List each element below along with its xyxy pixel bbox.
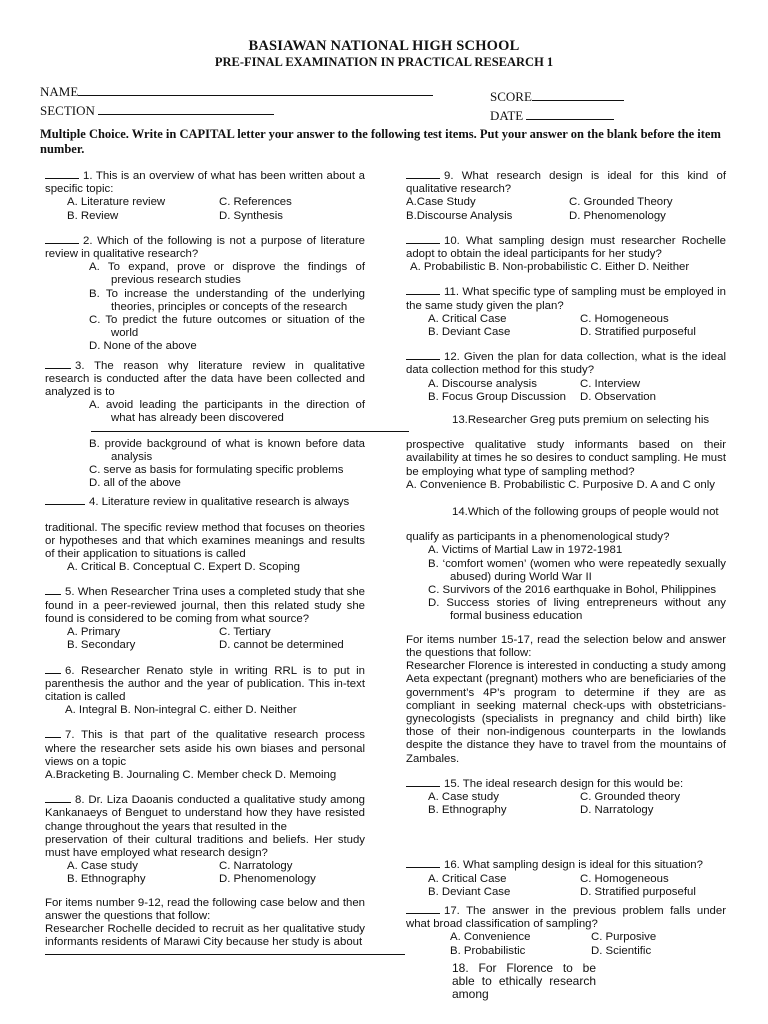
answer-blank-11[interactable] (406, 284, 440, 295)
question-3 (45, 358, 365, 491)
question-16 (406, 857, 726, 899)
question-10-options: A. Probabilistic B. Non-probabilistic C. Either D. Neither (410, 261, 690, 274)
question-13-stem: 13.Researcher Greg puts premium on selecting his (452, 414, 710, 427)
question-4-stem: 4. Literature review in qualitative research is always (89, 496, 350, 509)
case-body: Researcher Rochelle decided to recruit as her qualitative study informants residents of Marawi City because her study is about (45, 922, 365, 949)
option-11d: D. Stratified purposeful (580, 326, 696, 339)
option-2b: B. To increase the understanding of the underlying theories, principles or concepts of the research (89, 287, 365, 313)
question-5 (45, 584, 365, 652)
question-7-options: A.Bracketing B. Journaling C. Member check D. Memoing (45, 768, 337, 781)
school-name: BASIAWAN NATIONAL HIGH SCHOOL (248, 38, 520, 54)
question-2-stem: 2. Which of the following is not a purpose of literature review in qualitative research? (45, 234, 365, 261)
option-1d: D. Synthesis (219, 209, 283, 222)
question-16-stem: 16. What sampling design is ideal for this situation? (444, 859, 703, 872)
option-14a: A. Victims of Martial Law in 1972-1981 (428, 544, 623, 557)
option-12d: D. Observation (580, 390, 656, 403)
question-6-stem: 6. Researcher Renato style in writing RRL is to put in parenthesis the author and the year of publication. This in-text citation is called (45, 664, 365, 703)
question-13 (406, 414, 726, 492)
question-7-stem: 7. This is that part of the qualitative research process where the researcher sets aside his own biases and personal views on a topic (45, 729, 365, 768)
question-1-stem: 1. This is an overview of what has been written about a specific topic: (45, 170, 365, 196)
option-16b: B. Deviant Case (428, 885, 511, 898)
option-8b: B. Ethnography (67, 873, 146, 886)
option-15b: B. Ethnography (428, 804, 507, 817)
question-3-stem: 3. The reason why literature review in qualitative research is conducted after the data have been collected and analyzed is to (45, 359, 365, 399)
option-9a: A.Case Study (406, 196, 476, 209)
option-3b: B. provide background of what is known before data analysis (89, 437, 365, 463)
option-5c: C. Tertiary (219, 626, 271, 639)
right-column (406, 168, 726, 1005)
option-17a: A. Convenience (450, 931, 531, 944)
question-4 (45, 494, 365, 574)
name-field[interactable] (40, 84, 433, 100)
date-label: DATE (490, 108, 524, 123)
question-17 (406, 903, 726, 958)
option-14d: D. Success stories of living entrepreneurs without any formal business education (428, 597, 726, 623)
answer-blank-6[interactable] (45, 663, 61, 674)
question-5-stem: 5. When Researcher Trina uses a completed study that she found in a peer-reviewed journal, then this related study she found is considered to be coming from what source? (45, 586, 365, 625)
option-5d: D. cannot be determined (219, 639, 344, 652)
question-17-stem: 17. The answer in the previous problem falls under what broad classification of sampling? (406, 904, 726, 931)
answer-blank-2[interactable] (45, 233, 79, 244)
option-9d: D. Phenomenology (569, 209, 666, 222)
option-2c: C. To predict the future outcomes or situation of the world (89, 314, 365, 340)
option-16c: C. Homogeneous (580, 872, 669, 885)
answer-blank-7[interactable] (45, 727, 61, 738)
option-14c: C. Survivors of the 2016 earthquake in Bohol, Philippines (428, 584, 717, 597)
date-field[interactable] (490, 108, 614, 124)
option-12a: A. Discourse analysis (428, 377, 537, 390)
option-11c: C. Homogeneous (580, 312, 669, 325)
option-9b: B.Discourse Analysis (406, 209, 513, 222)
section-label: SECTION (40, 103, 95, 118)
option-3a: A. avoid leading the participants in the direction of what has already been discovered (89, 399, 365, 425)
question-14 (406, 506, 726, 624)
option-15a: A. Case study (428, 790, 499, 803)
answer-blank-16[interactable] (406, 857, 440, 868)
option-9c: C. Grounded Theory (569, 196, 673, 209)
question-9-stem: 9. What research design is ideal for this kind of qualitative research? (406, 170, 726, 196)
option-1b: B. Review (67, 209, 119, 222)
option-1a: A. Literature review (67, 196, 166, 209)
question-11-stem: 11. What specific type of sampling must be employed in the same study given the plan? (406, 286, 726, 312)
question-15 (406, 776, 726, 818)
option-15c: C. Grounded theory (580, 790, 681, 803)
answer-blank-8[interactable] (45, 792, 71, 803)
option-11a: A. Critical Case (428, 312, 507, 325)
question-13-options: A. Convenience B. Probabilistic C. Purposive D. A and C only (406, 478, 715, 491)
question-15-stem: 15. The ideal research design for this would be: (444, 777, 684, 790)
option-5b: B. Secondary (67, 639, 136, 652)
name-label: NAME (40, 84, 79, 99)
option-8a: A. Case study (67, 860, 138, 873)
question-8 (45, 792, 365, 886)
option-2d: D. None of the above (89, 340, 197, 353)
answer-blank-10[interactable] (406, 233, 440, 244)
question-14-stem: 14.Which of the following groups of people would not (452, 506, 719, 519)
question-7 (45, 727, 365, 782)
option-1c: C. References (219, 196, 292, 209)
answer-blank-3[interactable] (45, 358, 71, 369)
answer-blank-1[interactable] (45, 168, 79, 179)
question-10-stem: 10. What sampling design must researcher Rochelle adopt to obtain the ideal participants for her study? (406, 234, 726, 261)
section-field[interactable] (40, 103, 274, 119)
question-12-stem: 12. Given the plan for data collection, what is the ideal data collection method for this study? (406, 351, 726, 377)
question-8-stem: 8. Dr. Liza Daoanis conducted a qualitative study among Kankanaeys of Benguet to understand how they have resisted change throughout the years that resulted in the (45, 794, 365, 833)
option-14b: B. ‘comfort women’ (women who were repeatedly sexually abused) during World War II (428, 557, 726, 583)
option-5a: A. Primary (67, 626, 121, 639)
score-field[interactable] (490, 89, 624, 105)
exam-title: PRE-FINAL EXAMINATION IN PRACTICAL RESEARCH 1 (214, 55, 554, 69)
option-3c: C. serve as basis for formulating specific problems (89, 464, 344, 477)
question-6 (45, 663, 365, 718)
answer-blank-9[interactable] (406, 168, 440, 179)
question-4-continued: traditional. The specific review method that focuses on theories or hypotheses and that which examines meanings and results of their application to situations is called (45, 521, 365, 561)
option-8c: C. Narratology (219, 860, 293, 873)
option-12c: C. Interview (580, 377, 641, 390)
question-6-options: A. Integral B. Non-integral C. either D. Neither (65, 704, 297, 717)
option-2a: A. To expand, prove or disprove the findings of previous research studies (89, 261, 365, 287)
question-11 (406, 284, 726, 339)
score-label: SCORE (490, 89, 532, 104)
left-column (45, 168, 365, 961)
question-12 (406, 349, 726, 404)
question-14-continued: qualify as participants in a phenomenological study? (406, 531, 670, 544)
selection-body: Researcher Florence is interested in conducting a study among Aeta expectant (pregnant) mothers who are beneficiaries of the government’s 4P’s program to determine if they are as compliant in seeking maternal check-ups with obstetricians-gynecologists (specialists in pregnancy and child birth) like those of their non-indigenous counterparts in the lowlands despite the distance they have to travel from the mountains of Zambales. (406, 660, 726, 765)
answer-blank-12[interactable] (406, 349, 440, 360)
option-16a: A. Critical Case (428, 872, 507, 885)
question-8-continued: preservation of their cultural traditions and beliefs. Her study must have employed what research design? (45, 833, 365, 859)
option-3d: D. all of the above (89, 477, 181, 490)
question-9 (406, 168, 726, 223)
answer-blank-5[interactable] (45, 584, 61, 595)
option-15d: D. Narratology (580, 804, 654, 817)
question-18: 18. For Florence to be able to ethically research among (452, 960, 596, 1002)
question-4-options: A. Critical B. Conceptual C. Expert D. Scoping (67, 561, 300, 574)
case-intro: For items number 9-12, read the following case below and then answer the questions that follow: (45, 896, 365, 922)
answer-blank-4[interactable] (45, 494, 85, 505)
option-12b: B. Focus Group Discussion (428, 390, 567, 403)
question-1 (45, 168, 365, 223)
question-2 (45, 233, 365, 354)
question-13-continued: prospective qualitative study informants based on their availability at times he so desires to conduct sampling. He must be employing what type of sampling method? (406, 439, 726, 478)
answer-blank-17[interactable] (406, 903, 440, 914)
option-11b: B. Deviant Case (428, 326, 511, 339)
answer-blank-15[interactable] (406, 776, 440, 787)
option-16d: D. Stratified purposeful (580, 885, 696, 898)
option-17b: B. Probabilistic (450, 944, 526, 957)
selection-intro: For items number 15-17, read the selection below and answer the questions that follow: (406, 633, 726, 659)
question-10 (406, 233, 726, 275)
option-17d: D. Scientific (591, 944, 652, 957)
option-8d: D. Phenomenology (219, 873, 316, 886)
option-17c: C. Purposive (591, 931, 657, 944)
instructions: Multiple Choice. Write in CAPITAL letter your answer to the following test items. Put your answer on the blank before the item number. (40, 127, 721, 156)
